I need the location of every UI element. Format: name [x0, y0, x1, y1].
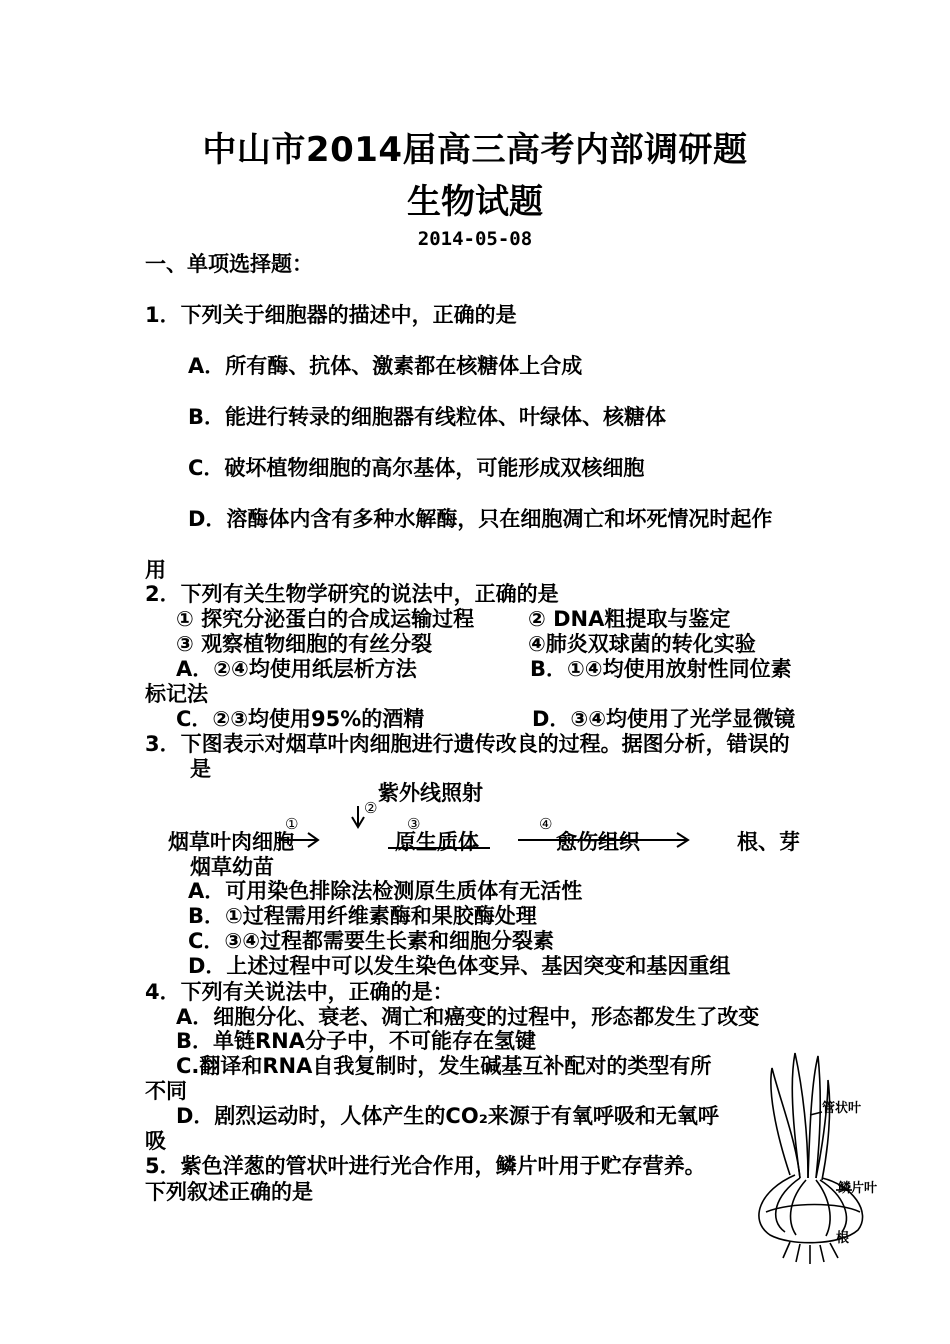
label-scale-leaf: 鳞片叶	[838, 1181, 878, 1196]
diagram-node-protoplast: 原生质体	[395, 830, 479, 854]
diagram-step-2: ②	[364, 799, 378, 817]
label-tube-leaf: 管状叶	[822, 1101, 862, 1116]
page-subtitle: 生物试题	[407, 182, 543, 222]
scale-layer-3	[816, 1180, 830, 1236]
q2-stem: 2．下列有关生物学研究的说法中，正确的是	[145, 582, 559, 606]
page-title: 中山市2014届高三高考内部调研题	[202, 130, 748, 170]
q4-stem: 4．下列有关说法中，正确的是：	[145, 980, 454, 1004]
diagram-step-4: ④	[539, 815, 553, 833]
q2-option-c: C．②③均使用95%的酒精	[176, 707, 425, 731]
q4-option-c-cont: 不同	[145, 1079, 187, 1103]
diagram-uv-label: 紫外线照射	[378, 781, 483, 805]
q2-item-4: ④肺炎双球菌的转化实验	[528, 632, 756, 656]
q2-option-a: A．②④均使用纸层析方法	[176, 657, 417, 681]
diagram-node-callus: 愈伤组织	[556, 830, 640, 854]
q3-option-c: C．③④过程都需要生长素和细胞分裂素	[188, 929, 554, 953]
q2-option-d: D．③④均使用了光学显微镜	[532, 707, 795, 731]
q3-option-a: A．可用染色排除法检测原生质体有无活性	[188, 879, 583, 903]
q4-option-b: B．单链RNA分子中，不可能存在氢键	[176, 1029, 537, 1053]
q2-item-3: ③ 观察植物细胞的有丝分裂	[176, 632, 433, 656]
root-1	[783, 1242, 790, 1258]
root-2	[796, 1244, 800, 1262]
diagram-node-root-bud: 根、芽	[737, 830, 800, 854]
q5-stem: 5．紫色洋葱的管状叶进行光合作用，鳞片叶用于贮存营养。	[145, 1154, 706, 1178]
diagram-step-3: ③	[407, 815, 421, 833]
label-root: 根	[836, 1231, 850, 1246]
exam-date: 2014-05-08	[417, 228, 533, 250]
q2-item-2: ② DNA粗提取与鉴定	[528, 607, 731, 631]
tube-leaf-4	[816, 1080, 830, 1180]
q1-option-c: C．破坏植物细胞的高尔基体，可能形成双核细胞	[188, 456, 645, 480]
section-heading: 一、单项选择题：	[145, 252, 313, 276]
q1-option-d-cont: 用	[145, 558, 166, 582]
q4-option-a: A．细胞分化、衰老、凋亡和癌变的过程中，形态都发生了改变	[176, 1005, 760, 1029]
scale-layer-2	[791, 1180, 806, 1235]
diagram-node-seedling: 烟草幼苗	[190, 855, 274, 879]
q5-stem-cont: 下列叙述正确的是	[145, 1180, 313, 1204]
root-4	[820, 1245, 824, 1262]
tube-leaf-3	[808, 1056, 820, 1178]
tube-leaf-2	[792, 1053, 808, 1178]
q2-option-b: B．①④均使用放射性同位素	[530, 657, 792, 681]
q3-option-d: D．上述过程中可以发生染色体变异、基因突变和基因重组	[188, 954, 731, 978]
q2-item-1: ① 探究分泌蛋白的合成运输过程	[176, 607, 475, 631]
diagram-step-1: ①	[285, 815, 299, 833]
q3-stem: 3．下图表示对烟草叶肉细胞进行遗传改良的过程。据图分析，错误的	[145, 732, 790, 756]
q4-option-d-cont: 吸	[145, 1129, 166, 1153]
q1-stem: 1．下列关于细胞器的描述中，正确的是	[145, 303, 517, 327]
q1-option-b: B．能进行转录的细胞器有线粒体、叶绿体、核糖体	[188, 405, 667, 429]
q4-option-c: C.翻译和RNA自我复制时，发生碱基互补配对的类型有所	[176, 1054, 712, 1078]
diagram-node-leaf-cell: 烟草叶肉细胞	[168, 830, 294, 854]
q4-option-d: D．剧烈运动时，人体产生的CO₂来源于有氧呼吸和无氧呼	[176, 1104, 719, 1128]
q2-option-b-cont: 标记法	[145, 682, 208, 706]
q1-option-d: D．溶酶体内含有多种水解酶，只在细胞凋亡和坏死情况时起作	[188, 507, 773, 531]
tube-leaf-1	[771, 1068, 800, 1178]
q1-option-a: A．所有酶、抗体、激素都在核糖体上合成	[188, 354, 583, 378]
q3-option-b: B．①过程需用纤维素酶和果胶酶处理	[188, 904, 537, 928]
q3-stem-cont: 是	[190, 757, 211, 781]
